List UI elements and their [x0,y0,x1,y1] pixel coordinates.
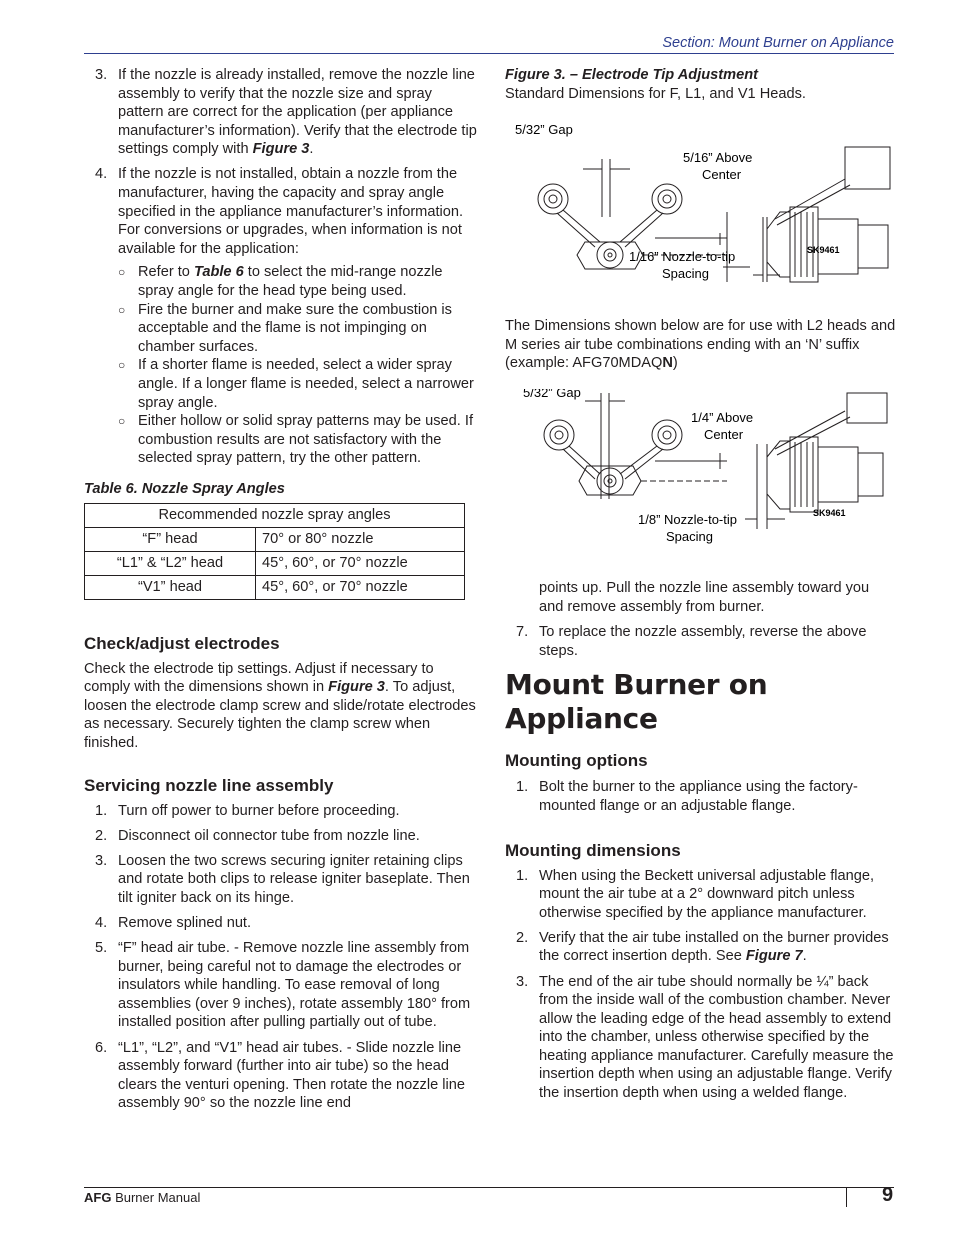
step-text: If the nozzle is already installed, remove the nozzle line assembly to verify that the nozzle size and spray pattern are correct for the application (per appliance manufacturer’s information). Verify that the electrode tip settings comply with [118,67,477,158]
step-text: To replace the nozzle assembly, reverse the above steps. [539,624,867,659]
bullet-circle-icon: ○ [118,302,126,317]
bullet-item [118,356,480,412]
footer-title [84,1189,200,1208]
step-text: Remove splined nut. [118,915,252,931]
step-number: 2. [516,929,529,946]
list-item [84,1039,480,1113]
table-row [85,575,465,599]
suffix-letter: N [662,355,673,372]
step-text: If the nozzle is not installed, obtain a nozzle from the manufacturer, having the capacity and spray angle specified in the appliance manufacturer’s information. For conversions or upgrades, when information is not available for the application: [118,166,464,257]
figure-reference: Figure 3 [328,679,385,696]
mounting-options-list [505,778,897,815]
bullet-item [118,263,480,300]
list-item [84,66,480,159]
mounting-dimensions-list [505,867,897,1103]
step-text: Bolt the burner to the appliance using the factory-mounted flange or an adjustable flange. [539,779,858,814]
figure-subcaption: Standard Dimensions for F, L1, and V1 Heads. [505,85,806,102]
mounting-dimensions-heading: Mounting dimensions [505,840,681,860]
bullet-circle-icon: ○ [118,358,126,373]
table-cell: 70° or 80° nozzle [256,527,465,551]
list-item [84,852,480,908]
bullet-text: If a shorter flame is needed, select a wider spray angle. If a longer flame is needed, select a narrower spray angle. [138,357,474,411]
table-reference: Table 6 [193,264,244,281]
bullet-text: Fire the burner and make sure the combustion is acceptable and the flame is not impinging on chamber surfaces. [138,301,452,355]
step-text-tail: . [802,948,807,965]
figure-reference: Figure 7 [745,948,803,965]
servicing-heading: Servicing nozzle line assembly [84,775,334,795]
above-center-label: 5/16” Above [683,150,753,166]
step-text-tail: . [309,141,314,158]
step-number: 3. [95,67,108,83]
check-electrodes-heading: Check/adjust electrodes [84,633,280,653]
list-item [84,802,480,821]
paragraph-text: ) [672,355,678,372]
step-text: “F” head air tube. - Remove nozzle line assembly from burner, being careful not to damage the electrodes or insulators while handling. To ease removal of long assemblies (over 9 inches), rotate assembly 180° from installed position after pulling partially out of tube. [118,940,471,1031]
table-cell: “V1” head [85,575,256,599]
center-label: Center [704,426,744,442]
spacing-label: Spacing [662,266,709,282]
list-item [84,939,480,1032]
step-text: Turn off power to burner before proceeding. [118,802,400,819]
step-text: The end of the air tube should normally be ¼” back from the inside wall of the combustion chamber. Never allow the leading edge of the head assembly to extend into the chamber, unless otherwise specified by the heating appliance manufacturer. Carefully measure the insertion depth when using an adjustable flange. Verify the insertion depth when using a welded flange. [539,973,894,1102]
mounting-options-heading: Mounting options [505,751,648,771]
bullet-text: to select the mid-range nozzle spray angle for the head type being used. [138,264,443,300]
step-number: 4. [95,166,108,183]
list-item [505,973,897,1103]
drawing-code: SK9461 [807,245,840,256]
l2-heads-paragraph [505,317,897,373]
replace-steps-list [505,623,897,660]
list-item [84,827,480,846]
footer-divider [846,1187,847,1207]
section-header: Section: Mount Burner on Appliance [662,35,894,51]
above-center-label: 1/4” Above [691,409,754,425]
step-number: 2. [95,827,108,844]
step-number: 4. [95,915,108,931]
bullet-item [118,412,480,468]
page-title: Mount Burner on Appliance [505,668,768,736]
footer-brand: AFG [84,1190,112,1205]
electrode-diagram-standard [505,107,897,287]
table-caption: Table 6. Nozzle Spray Angles [84,480,285,497]
step-number: 1. [516,779,529,796]
center-label: Center [702,167,742,183]
step-number: 7. [516,624,529,641]
footer-manual-name: Burner Manual [111,1190,201,1205]
list-item [84,914,480,933]
footer-rule [84,1187,894,1188]
bullet-text: Either hollow or solid spray patterns may be used. If combustion results are not satisfactory with the selected spray pattern, try the other pattern. [138,413,474,467]
step-text: Disconnect oil connector tube from nozzle line. [118,827,420,844]
step-text: Loosen the two screws securing igniter retaining clips and rotate both clips to release igniter baseplate. Then tilt igniter back on its hinge. [118,852,470,906]
left-column [84,66,480,1119]
table-header: Recommended nozzle spray angles [85,503,465,527]
gap-label: 5/32” Gap [523,388,581,400]
table-cell: 45°, 60°, or 70° nozzle [256,575,465,599]
step-number: 1. [95,802,108,819]
step-number: 6. [95,1039,108,1056]
step-number: 3. [95,852,108,869]
nozzle-spacing-label: 1/8” Nozzle-to-tip [638,511,737,527]
list-item [505,867,897,923]
step-number: 5. [95,940,108,957]
paragraph-text: Check the electrode tip settings. Adjust if necessary to comply with the dimensions shown in [84,660,434,696]
check-electrodes-paragraph [84,660,480,753]
nozzle-spacing-label: 1/16” Nozzle-to-tip [629,249,736,265]
step-text: When using the Beckett universal adjustable flange, mount the air tube at a 2° downward pitch unless otherwise specified by the appliance manufacturer. [539,867,875,921]
gap-label: 5/32” Gap [515,122,573,138]
electrode-diagram-l2 [505,389,897,557]
list-item [84,165,480,468]
bullet-circle-icon: ○ [118,414,126,429]
right-column [505,66,897,1109]
list-item [505,778,897,815]
spacing-label: Spacing [666,528,713,544]
nozzle-steps-list [84,66,480,468]
header-rule [84,53,894,54]
step-number: 3. [516,973,529,990]
table-row [85,527,465,551]
list-item [505,623,897,660]
bullet-text: Refer to [138,264,194,281]
paragraph-text: . To adjust, loosen the electrode clamp screw and slide/rotate electrodes as necessary. Securely tighten the clamp screw when finished. [84,679,476,751]
drawing-code: SK9461 [813,507,846,518]
table-header-row [85,503,465,527]
table-row [85,551,465,575]
nozzle-spray-table [84,503,465,600]
table-cell: “F” head [85,527,256,551]
servicing-steps-list [84,802,480,1113]
step-number: 1. [516,867,529,884]
figure-caption: Figure 3. – Electrode Tip Adjustment [505,67,759,83]
table-cell: “L1” & “L2” head [85,551,256,575]
table-cell: 45°, 60°, or 70° nozzle [256,551,465,575]
bullet-list [118,263,480,468]
bullet-circle-icon: ○ [118,265,126,280]
figure-reference: Figure 3 [252,141,310,158]
step-text: “L1”, “L2”, and “V1” head air tubes. - Slide nozzle line assembly forward (further into air tube) so the head clears the venturi opening. Then rotate the nozzle line assembly 90° so the nozzle line end [118,1039,465,1112]
list-item [505,929,897,966]
page-number: 9 [882,1184,894,1206]
paragraph-text: The Dimensions shown below are for use with L2 heads and M series air tube combinations ending with an ‘N’ suffix (example: AFG70MDAQ [505,318,896,372]
bullet-item [118,301,480,357]
step6-continuation: points up. Pull the nozzle line assembly toward you and remove assembly from burner. [539,579,870,615]
step-text: Verify that the air tube installed on the burner provides the correct insertion depth. See [539,929,889,965]
